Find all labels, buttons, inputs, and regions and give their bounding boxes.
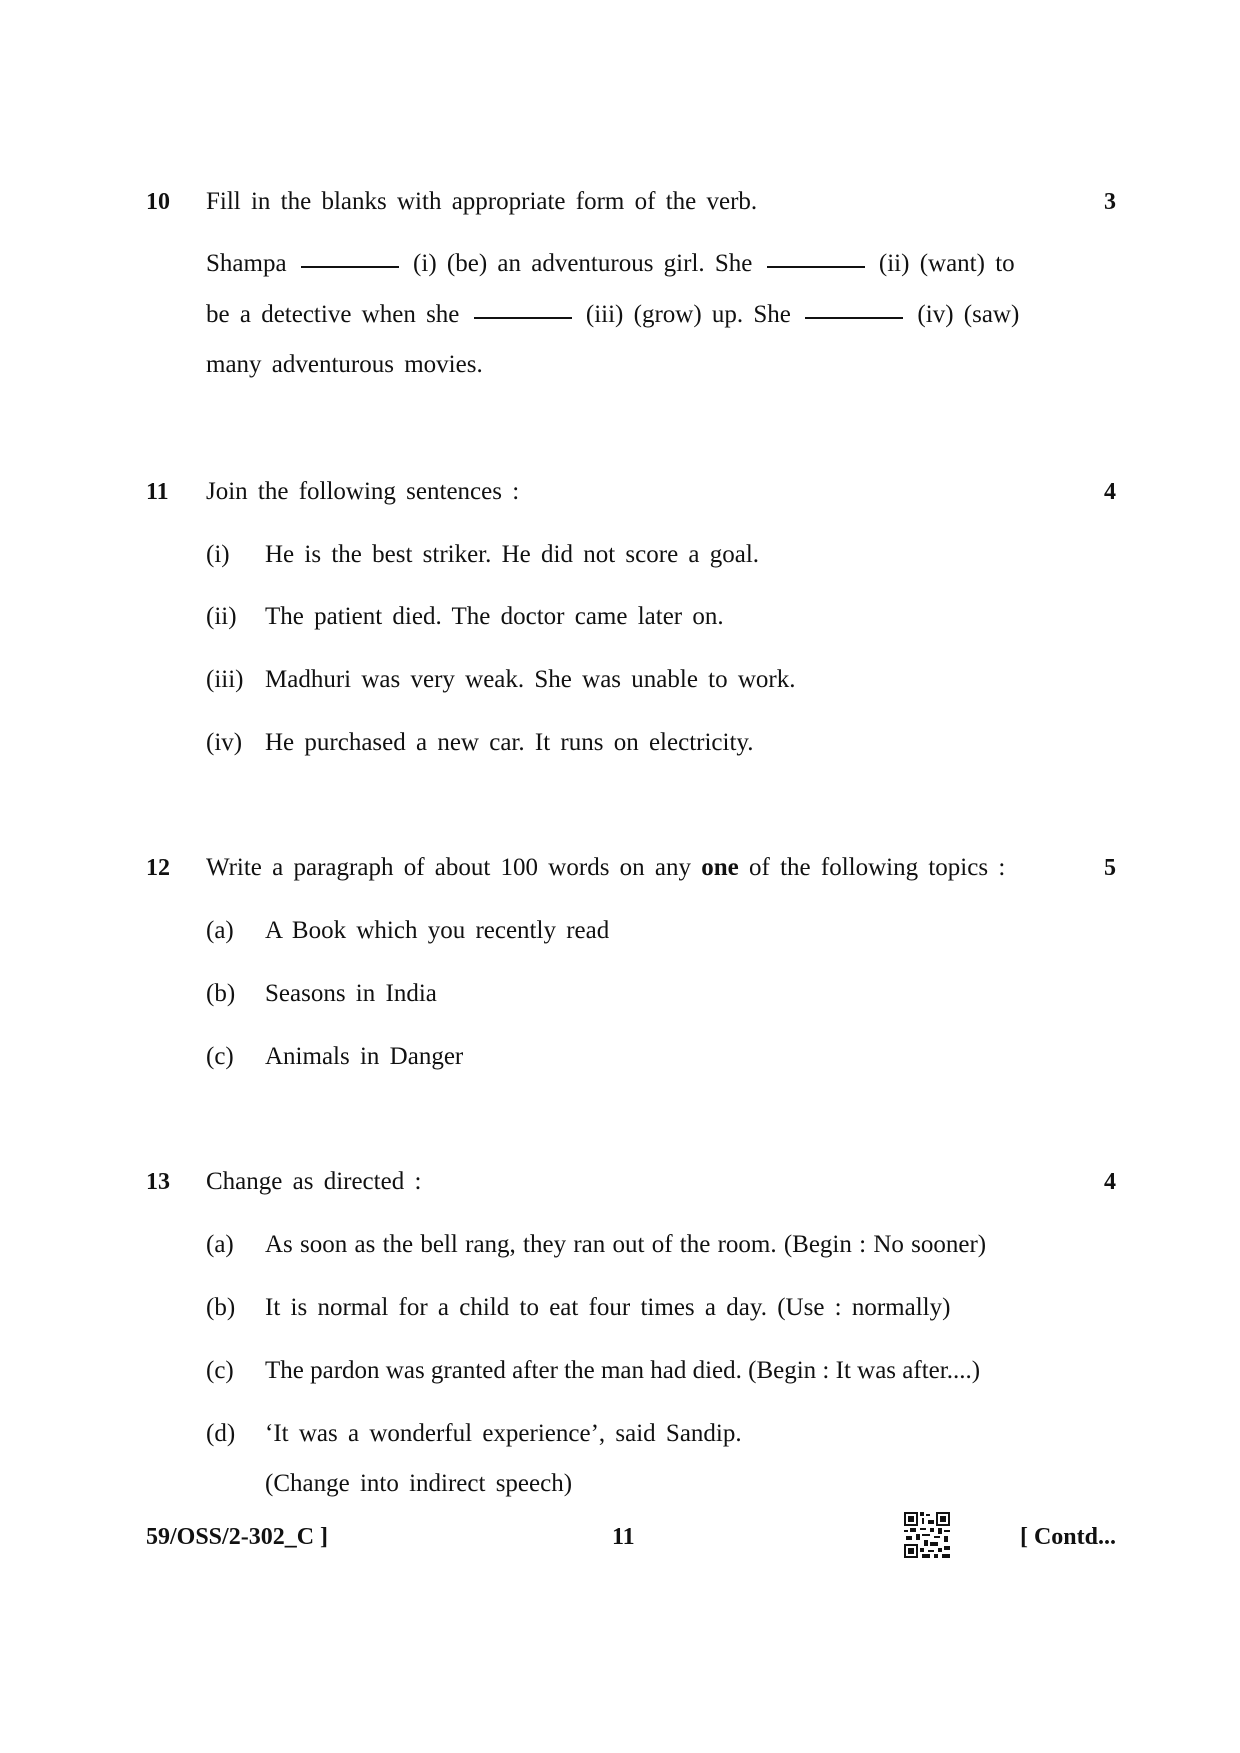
- question-10-marks: 3: [1104, 189, 1116, 215]
- q11-item-label: (ii): [206, 603, 237, 630]
- q11-item-label: (iii): [206, 666, 244, 693]
- question-12-marks: 5: [1104, 855, 1116, 881]
- q12-item-text: A Book which you recently read: [265, 917, 610, 944]
- q13-item-text: As soon as the bell rang, they ran out of the room. (Begin : No sooner): [265, 1231, 987, 1258]
- q10-text-5: (iii) (grow) up. She: [585, 301, 791, 328]
- q13-item-label: (b): [206, 1294, 236, 1321]
- q13-item-text: ‘It was a wonderful experience’, said Sandip.: [265, 1420, 742, 1447]
- question-13-number: 13: [146, 1169, 170, 1195]
- q10-text-3: (ii) (want) to: [878, 250, 1015, 277]
- question-11-marks: 4: [1104, 479, 1116, 505]
- q11-item-text: Madhuri was very weak. She was unable to work.: [265, 666, 796, 693]
- blank-i: [301, 266, 399, 268]
- question-11-instruction: Join the following sentences :: [206, 478, 520, 505]
- q12-instruction-before: Write a paragraph of about 100 words on any: [206, 854, 692, 881]
- q10-text-4: be a detective when she: [206, 301, 460, 328]
- question-12-instruction: [206, 854, 1005, 882]
- q13-item-label: (d): [206, 1420, 236, 1447]
- page-number: 11: [612, 1524, 635, 1550]
- q10-passage-line-2: [206, 301, 1019, 329]
- question-10-instruction: Fill in the blanks with appropriate form of the verb.: [206, 188, 758, 215]
- q11-item-text: The patient died. The doctor came later on.: [265, 603, 724, 630]
- q12-item-label: (b): [206, 980, 236, 1007]
- q13-item-instruction: (Change into indirect speech): [265, 1470, 573, 1497]
- question-13-marks: 4: [1104, 1169, 1116, 1195]
- blank-iv: [805, 317, 903, 319]
- q10-text-7: many adventurous movies.: [206, 351, 483, 378]
- q11-item-text: He purchased a new car. It runs on electricity.: [265, 729, 754, 756]
- q10-text-1: Shampa: [206, 250, 287, 277]
- question-12-number: 12: [146, 855, 170, 881]
- paper-code: 59/OSS/2-302_C ]: [146, 1524, 329, 1550]
- qr-code-icon: [904, 1512, 950, 1558]
- q13-item-text: The pardon was granted after the man had died. (Begin : It was after....): [265, 1357, 981, 1384]
- continued-label: [ Contd...: [1019, 1524, 1116, 1550]
- q11-item-text: He is the best striker. He did not score a goal.: [265, 541, 760, 568]
- blank-ii: [767, 266, 865, 268]
- q12-item-label: (a): [206, 917, 234, 944]
- q13-item-label: (c): [206, 1357, 234, 1384]
- q12-item-label: (c): [206, 1043, 234, 1070]
- q12-instruction-bold: one: [701, 854, 739, 881]
- question-11-number: 11: [146, 479, 169, 505]
- blank-iii: [474, 317, 572, 319]
- q13-item-label: (a): [206, 1231, 234, 1258]
- question-10-number: 10: [146, 189, 170, 215]
- q10-text-6: (iv) (saw): [917, 301, 1020, 328]
- q10-passage-line-1: [206, 250, 1015, 278]
- q13-item-text: It is normal for a child to eat four times a day. (Use : normally): [265, 1294, 951, 1321]
- q12-item-text: Animals in Danger: [265, 1043, 464, 1070]
- q12-item-text: Seasons in India: [265, 980, 437, 1007]
- q12-instruction-after: of the following topics :: [749, 854, 1006, 881]
- q11-item-label: (i): [206, 541, 230, 568]
- q10-text-2: (i) (be) an adventurous girl. She: [413, 250, 753, 277]
- q10-passage-line-3: [206, 351, 483, 379]
- question-13-instruction: Change as directed :: [206, 1168, 422, 1195]
- q11-item-label: (iv): [206, 729, 243, 756]
